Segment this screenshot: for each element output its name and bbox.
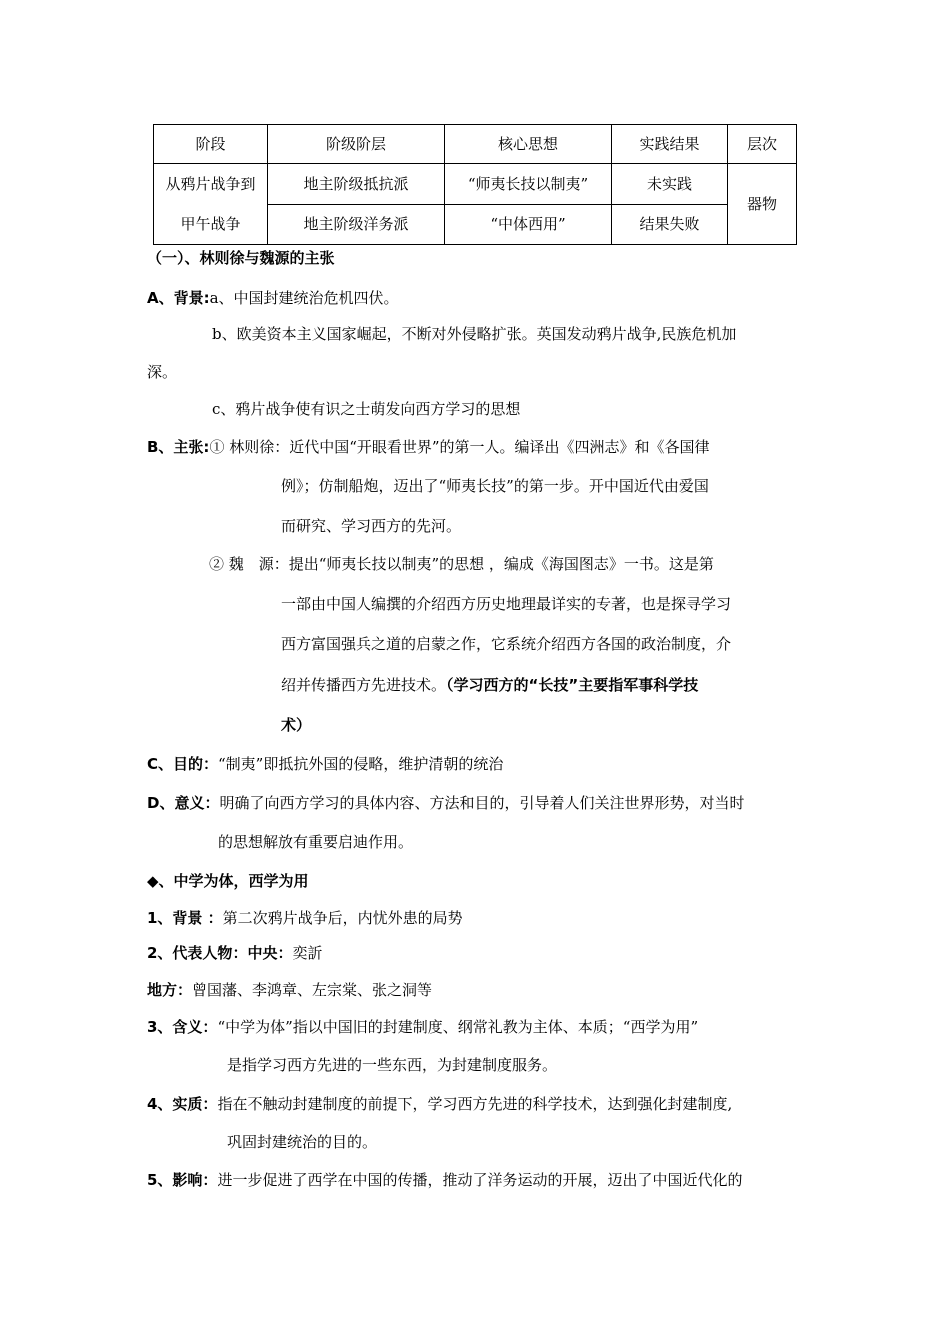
essence-line1: [147, 1094, 732, 1114]
wei-yuan-line3: 西方富国强兵之道的启蒙之作，它系统介绍西方各国的政治制度，介: [281, 635, 732, 653]
representatives-label: 2、代表人物：中央：: [147, 944, 293, 962]
proposal-line1: [147, 437, 710, 457]
section2-title: ◆、中学为体，西学为用: [147, 872, 309, 890]
background-line1: [147, 288, 399, 308]
header-level: 层次: [728, 125, 797, 164]
local-label: 地方：: [147, 981, 193, 999]
background-b: b、欧美资本主义国家崛起，不断对外侵略扩张。英国发动鸦片战争,民族危机加: [212, 325, 737, 343]
cell-level: 器物: [728, 164, 797, 245]
s2-background-label: 1、背景 ：: [147, 909, 223, 927]
purpose-text: “制夷”即抵抗外国的侵略，维护清朝的统治: [218, 755, 504, 773]
background-c: c、鸦片战争使有识之士萌发向西方学习的思想: [212, 400, 521, 418]
stage-line2: 甲午战争: [180, 215, 241, 233]
background-b-cont: 深。: [147, 363, 178, 381]
background-label: A、背景:: [147, 289, 210, 307]
cell-class-2: 地主阶级洋务派: [268, 204, 445, 245]
lin-zexu-line3: 而研究、学习西方的先河。: [281, 517, 462, 535]
significance-line1: [147, 793, 744, 813]
cell-result-2: 结果失败: [612, 204, 728, 245]
meaning-line2: 是指学习西方先进的一些东西，为封建制度服务。: [227, 1056, 558, 1074]
wei-yuan-note: （学习西方的“长技”主要指军事科学技: [446, 676, 699, 694]
meaning-label: 3、含义：: [147, 1018, 218, 1036]
wei-yuan-line2: 一部由中国人编撰的介绍西方历史地理最详实的专著，也是探寻学习: [281, 595, 732, 613]
impact-line1: [147, 1170, 742, 1190]
section1-title: （一）、林则徐与魏源的主张: [147, 249, 335, 267]
cell-class-1: 地主阶级抵抗派: [268, 164, 445, 205]
meaning-line1: [147, 1017, 698, 1037]
summary-table: [153, 124, 797, 245]
representatives-central: 奕訢: [292, 944, 323, 962]
local-text: 曾国藩、李鸿章、左宗棠、张之洞等: [192, 981, 433, 999]
impact-label: 5、影响：: [147, 1171, 218, 1189]
lin-zexu-text: ① 林则徐：近代中国“开眼看世界”的第一人。编译出《四洲志》和《各国律: [209, 438, 710, 456]
purpose-label: C、目的：: [147, 755, 219, 773]
s2-background-text: 第二次鸦片战争后，内忧外患的局势: [222, 909, 463, 927]
wei-yuan-line1: ② 魏 源：提出“师夷长技以制夷”的思想 ，编成《海国图志》一书。这是第: [209, 555, 714, 573]
wei-yuan-line4: [281, 675, 698, 695]
significance-label: D、意义：: [147, 794, 220, 812]
header-class: 阶级阶层: [268, 125, 445, 164]
purpose-line: [147, 754, 503, 774]
cell-thought-2: “中体西用”: [445, 204, 612, 245]
wei-yuan-note-cont: 术）: [281, 716, 312, 734]
lin-zexu-line2: 例》；仿制船炮，迈出了“师夷长技”的第一步。开中国近代由爱国: [281, 477, 709, 495]
table-row: [154, 164, 797, 205]
representatives: [147, 943, 322, 963]
representatives-local: [147, 980, 432, 1000]
header-result: 实践结果: [612, 125, 728, 164]
s2-background: [147, 908, 463, 928]
impact-text: 进一步促进了西学在中国的传播，推动了洋务运动的开展，迈出了中国近代化的: [217, 1171, 743, 1189]
wei-yuan-text: 绍并传播西方先进技术。: [281, 676, 447, 694]
table-header-row: [154, 125, 797, 164]
cell-thought-1: “师夷长技以制夷”: [445, 164, 612, 205]
header-thought: 核心思想: [445, 125, 612, 164]
header-stage: 阶段: [154, 125, 268, 164]
cell-result-1: 未实践: [612, 164, 728, 205]
significance-text: 明确了向西方学习的具体内容、方法和目的，引导着人们关注世界形势，对当时: [219, 794, 745, 812]
stage-line1: 从鸦片战争到: [165, 175, 256, 193]
essence-text: 指在不触动封建制度的前提下，学习西方先进的科学技术，达到强化封建制度,: [217, 1095, 733, 1113]
proposal-label: B、主张:: [147, 438, 210, 456]
essence-line2: 巩固封建统治的目的。: [227, 1133, 378, 1151]
cell-stage: [154, 164, 268, 245]
essence-label: 4、实质：: [147, 1095, 218, 1113]
background-a: a、中国封建统治危机四伏。: [209, 289, 399, 307]
meaning-text: “中学为体”指以中国旧的封建制度、纲常礼教为主体、本质；“西学为用”: [217, 1018, 699, 1036]
significance-line2: 的思想解放有重要启迪作用。: [218, 833, 414, 851]
